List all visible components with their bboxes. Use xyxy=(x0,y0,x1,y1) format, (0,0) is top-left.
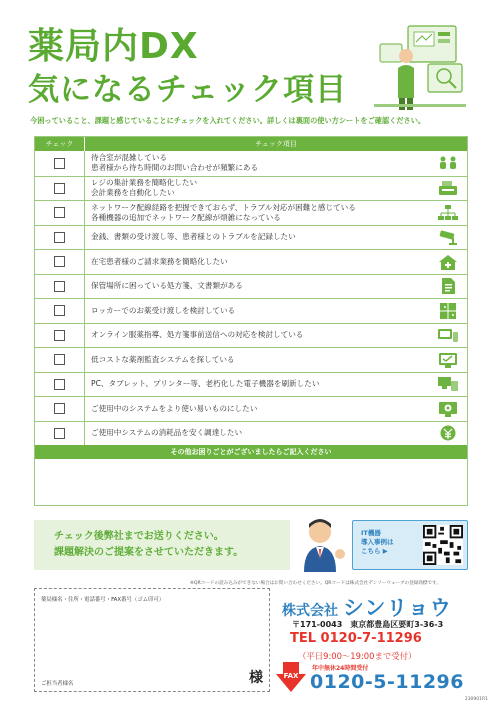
check-item-text xyxy=(85,404,437,414)
check-item-text xyxy=(85,379,437,389)
checkbox[interactable] xyxy=(54,354,65,365)
column-header-check: チェック xyxy=(35,137,85,151)
check-item-line1: ご使用中のシステムをより使い易いものにしたい xyxy=(91,403,258,413)
checkbox[interactable] xyxy=(54,305,65,316)
check-item-line1: 保管場所に困っている処方箋、文書類がある xyxy=(91,281,243,291)
fax-label: FAX xyxy=(283,672,299,680)
check-item-line2: 患者様から待ち時間のお問い合わせが頻繁にある xyxy=(91,163,259,173)
checkbox-cell xyxy=(35,348,85,372)
checklist-rows xyxy=(35,151,467,445)
title-block xyxy=(28,26,347,110)
checklist-table xyxy=(34,136,468,506)
checkbox[interactable] xyxy=(54,428,65,439)
other-notes-header: その他お困りごとがございましたらご記入ください xyxy=(35,445,467,459)
table-row xyxy=(35,176,467,201)
company-hours: （平日9:00～19:00まで受付） xyxy=(298,651,417,661)
intro-text: 今困っていること、課題と感じていることにチェックを入れてください。詳しくは裏面の使い方シートをご確認ください。 xyxy=(30,116,426,125)
check-item-line1: 金銭、書類の受け渡し等、患者様とのトラブルを記録したい xyxy=(91,232,296,242)
fax-number[interactable]: 0120-5-11296 xyxy=(310,671,464,693)
check-item-line1: PC、タブレット、プリンター等、老朽化した電子機器を刷新したい xyxy=(91,379,320,389)
cta-line1: チェック後弊社までお送りください。 xyxy=(54,531,224,542)
checkbox[interactable] xyxy=(54,158,65,169)
table-row xyxy=(35,274,467,299)
check-item-text xyxy=(85,257,437,267)
checkbox-cell xyxy=(35,299,85,323)
checkbox-cell xyxy=(35,324,85,348)
online-consult-icon xyxy=(437,326,459,344)
checkbox[interactable] xyxy=(54,183,65,194)
qr-label-line2: 導入事例は xyxy=(361,538,394,546)
form-contact-label: ご担当者様名 xyxy=(41,681,74,687)
table-row xyxy=(35,249,467,274)
checkbox-cell xyxy=(35,151,85,176)
cash-register-icon xyxy=(437,179,459,197)
table-row xyxy=(35,396,467,421)
company-tel[interactable]: TEL 0120-7-11296 xyxy=(290,631,422,646)
check-item-text xyxy=(85,153,437,173)
company-name xyxy=(282,592,452,622)
check-item-line1: オンライン服薬指導、処方箋事前送信への対応を検討している xyxy=(91,330,304,340)
checkbox-cell xyxy=(35,177,85,201)
dx-illustration xyxy=(370,18,470,112)
check-item-line1: 在宅患者様のご請求業務を簡略化したい xyxy=(91,256,228,266)
checkbox-cell xyxy=(35,201,85,225)
check-item-line1: 待合室が混雑している xyxy=(91,153,167,163)
people-waiting-icon xyxy=(437,154,459,172)
check-item-text xyxy=(85,203,437,223)
checkbox[interactable] xyxy=(54,403,65,414)
table-row xyxy=(35,200,467,225)
table-row xyxy=(35,421,467,446)
supplies-cost-icon xyxy=(437,424,459,442)
check-item-line2: 会計業務を自動化したい xyxy=(91,188,175,198)
fax-note: 年中無休24時間受付 xyxy=(312,665,369,672)
table-header xyxy=(35,137,467,151)
checkbox[interactable] xyxy=(54,256,65,267)
check-item-text xyxy=(85,281,437,291)
security-camera-icon xyxy=(437,228,459,246)
fax-arrow-icon xyxy=(276,662,306,692)
page-title-line2: 気になるチェック項目 xyxy=(28,72,348,108)
table-row xyxy=(35,372,467,397)
check-item-line1: ロッカーでのお薬受け渡しを検討している xyxy=(91,305,236,315)
document-code: 230901R1 xyxy=(464,697,488,702)
check-item-text xyxy=(85,232,437,242)
column-header-item: チェック項目 xyxy=(255,140,297,148)
table-row xyxy=(35,347,467,372)
form-address-label: 薬局様名・住所・電話番号・FAX番号（ゴム印可） xyxy=(41,597,165,603)
check-item-text xyxy=(85,330,437,340)
qr-label-line3: こちら ▶ xyxy=(361,547,388,555)
check-item-text xyxy=(85,355,437,365)
checkbox-cell xyxy=(35,226,85,250)
table-row xyxy=(35,225,467,250)
check-item-text xyxy=(85,428,437,438)
audit-system-icon xyxy=(437,351,459,369)
table-row xyxy=(35,151,467,176)
staff-illustration xyxy=(292,514,352,574)
cta-banner xyxy=(34,520,290,570)
check-item-text xyxy=(85,178,437,198)
system-settings-icon xyxy=(437,400,459,418)
qr-code-icon[interactable] xyxy=(423,525,463,565)
locker-icon xyxy=(437,302,459,320)
check-item-line1: ネットワーク配線経路を把握できておらず、トラブル対応が困難と感じている xyxy=(91,202,356,212)
page-title-line1: 薬局内DX xyxy=(28,26,199,67)
checkbox-cell xyxy=(35,250,85,274)
qr-footnote: ※QRコードの読み込みができない場合はお問い合わせください。QRコードは株式会社デンソーウェーブの登録商標です。 xyxy=(190,581,441,586)
cta-line2: 課題解決のご提案をさせていただきます。 xyxy=(54,547,244,558)
company-address: 〒171-0043 東京都豊島区要町3-36-3 xyxy=(292,620,444,629)
check-item-line1: 低コストな薬剤監査システムを探している xyxy=(91,354,235,364)
network-icon xyxy=(437,204,459,222)
table-row xyxy=(35,298,467,323)
check-item-line1: ご使用中システムの消耗品を安く調達したい xyxy=(91,428,243,438)
check-item-line1: レジの集計業務を簡略化したい xyxy=(91,178,198,188)
document-icon xyxy=(437,277,459,295)
qr-case-study-box[interactable] xyxy=(352,520,468,570)
contact-form-area[interactable] xyxy=(34,588,270,692)
check-item-line2: 各種機器の追加でネットワーク配線が煩雑になっている xyxy=(91,212,281,222)
checkbox[interactable] xyxy=(54,379,65,390)
checkbox-cell xyxy=(35,397,85,421)
checkbox-cell xyxy=(35,422,85,446)
devices-icon xyxy=(437,375,459,393)
qr-label-line1: IT機器 xyxy=(361,529,381,537)
company-prefix: 株式会社 xyxy=(282,603,338,619)
checkbox-cell xyxy=(35,373,85,397)
company-brand: シンリョウ xyxy=(342,596,452,620)
checkbox[interactable] xyxy=(54,330,65,341)
checkbox[interactable] xyxy=(54,232,65,243)
checkbox[interactable] xyxy=(54,207,65,218)
other-notes-field[interactable] xyxy=(35,459,467,505)
home-medical-icon xyxy=(437,253,459,271)
checkbox-cell xyxy=(35,275,85,299)
table-row xyxy=(35,323,467,348)
checkbox[interactable] xyxy=(54,281,65,292)
form-honorific: 様 xyxy=(249,670,263,686)
check-item-text xyxy=(85,306,437,316)
